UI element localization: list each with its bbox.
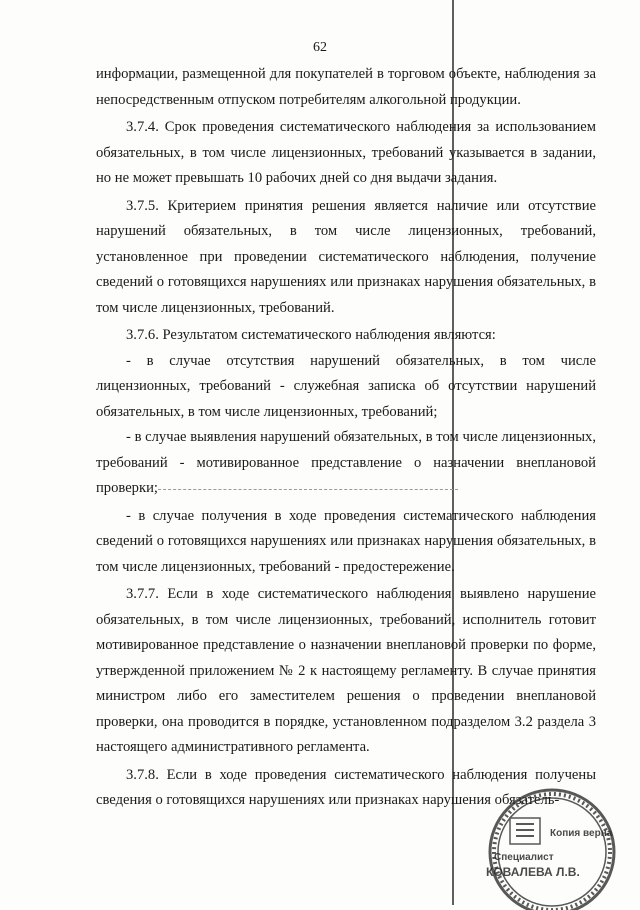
stamp-text-name: КОВАЛЕВА Л.В. <box>486 865 580 879</box>
stamp-text-copy: Копия верна <box>550 828 613 839</box>
paragraph-3-7-8: 3.7.8. Если в ходе проведения систематического наблюдения получены сведения о готовящихся нарушениях или признаках нарушения обязатель- <box>96 766 596 808</box>
page-number: 62 <box>313 40 327 55</box>
list-item-no-violations: - в случае отсутствия нарушений обязательных, в том числе лицензионных, требований - служебная записка об отсутствии нарушений обязательных, в том числе лицензионных, требований; <box>96 352 596 420</box>
paragraph-3-7-6: 3.7.6. Результатом систематического наблюдения являются: <box>126 327 496 343</box>
paragraph-3-7-5: 3.7.5. Критерием принятия решения является наличие или отсутствие нарушений обязательных, в том числе лицензионных, требований, установленное при проведении систематического наблюдения, получение сведений о готовящихся нарушениях или признаках нарушения обязательных, в том числе лицензионных, требований. <box>96 197 596 316</box>
paragraph-3-7-7: 3.7.7. Если в ходе систематического наблюдения выявлено нарушение обязательных, в том числе лицензионных, требований, исполнитель готовит мотивированное представление о назначении внеплановой проверки по форме, утвержденной приложением № 2 к настоящему регламенту. В случае принятия министром либо его заместителем решения о проведении внеплановой проверки, она проводится в порядке, установленном подразделом 3.2 раздела 3 настоящего административного регламента. <box>96 586 596 755</box>
stamp-outer-ring <box>490 790 614 910</box>
stamp-text-specialist: Специалист <box>494 852 554 863</box>
document-body <box>96 62 596 814</box>
list-item-warning: - в случае получения в ходе проведения систематического наблюдения сведений о готовящихся нарушениях или признаках нарушения обязательных, в том числе лицензионных, требований - предостережение. <box>96 507 596 575</box>
paragraph-continuation: информации, размещенной для покупателей в торговом объекте, наблюдения за непосредственным отпуском потребителям алкогольной продукции. <box>96 66 596 108</box>
official-seal-stamp <box>480 780 620 910</box>
paragraph-3-7-4: 3.7.4. Срок проведения систематического наблюдения за использованием обязательных, в том числе лицензионных, требований указывается в задании, но не может превышать 10 рабочих дней со дня выдачи задания. <box>96 119 596 186</box>
list-item-violations-found: - в случае выявления нарушений обязательных, в том числе лицензионных, требований - мотивированное представление о назначении внеплановой проверки; <box>96 429 596 496</box>
